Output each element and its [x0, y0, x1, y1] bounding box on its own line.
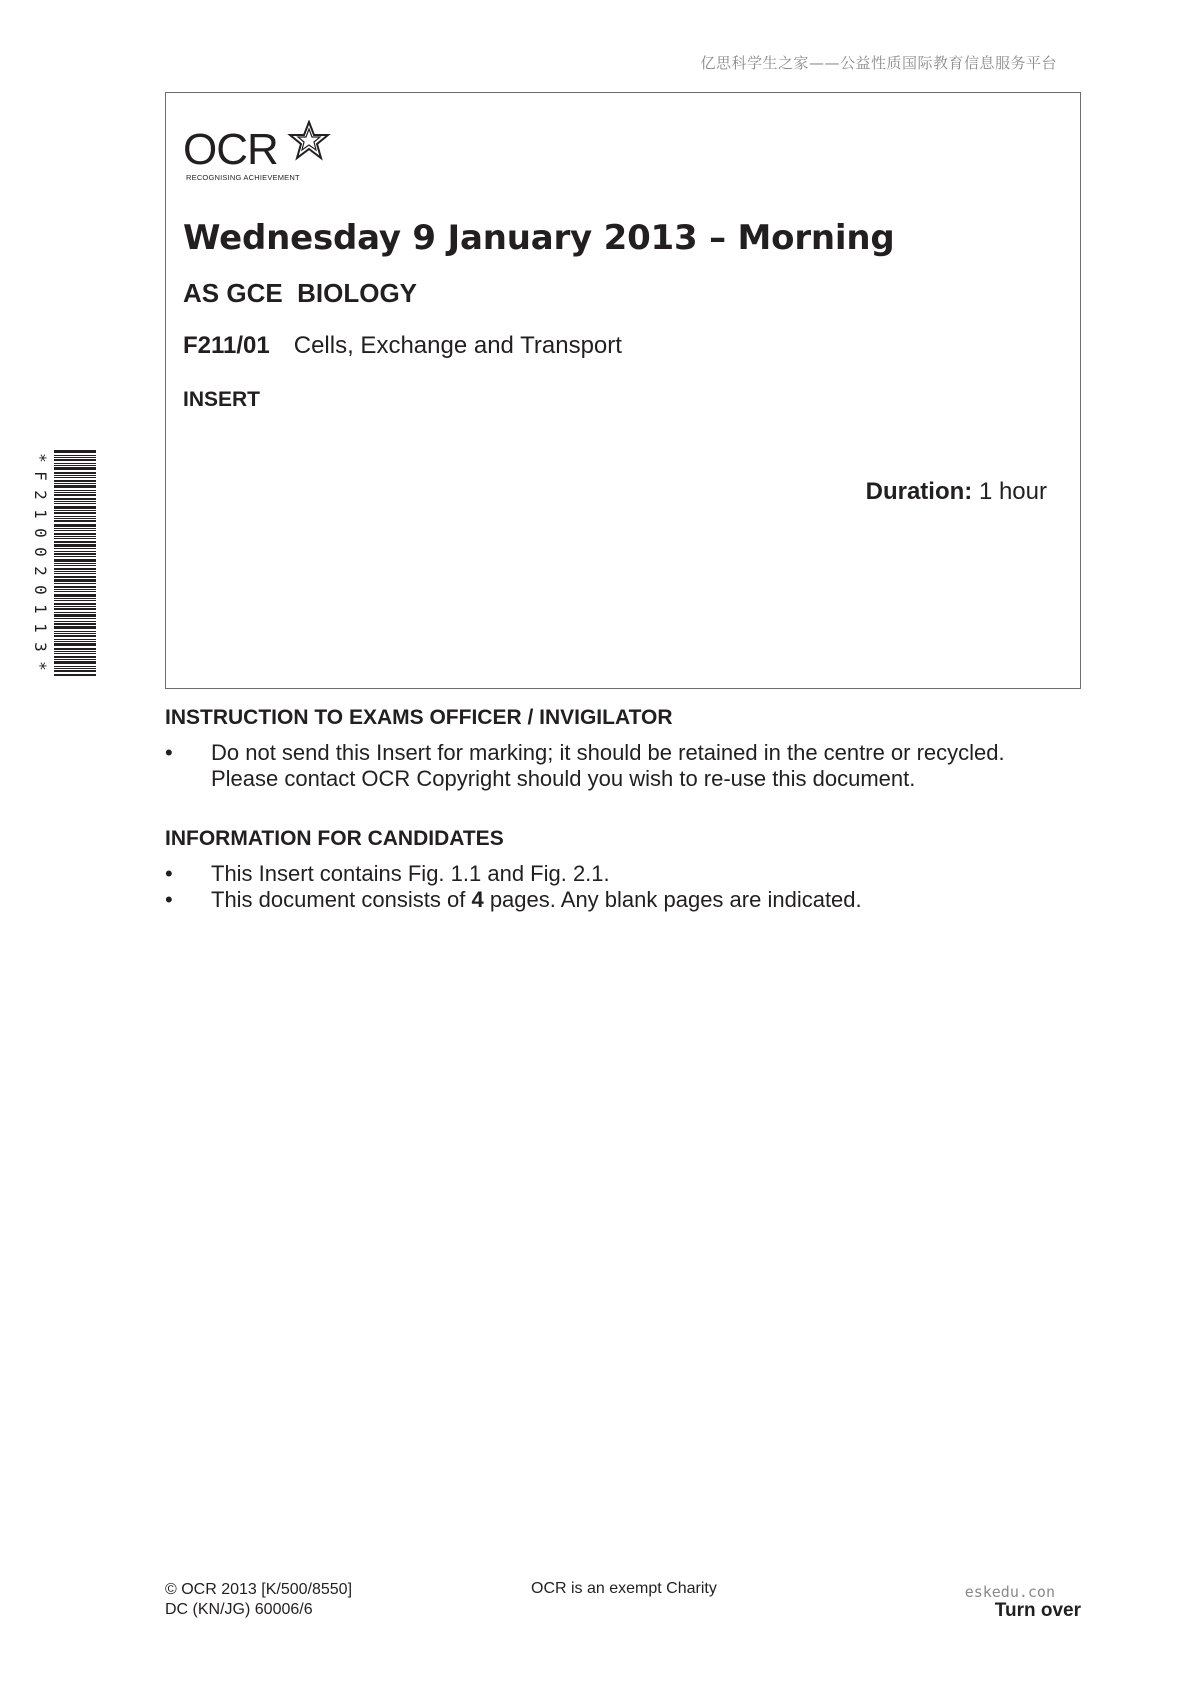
- barcode-bar: [54, 623, 96, 625]
- insert-label: INSERT: [183, 388, 261, 411]
- list-item: • Do not send this Insert for marking; it should be retained in the centre or recycled. Please contact OCR Copyright should you wish to re-use this document.: [165, 740, 1081, 792]
- unit-line: [183, 332, 622, 360]
- barcode-bar: [54, 510, 96, 511]
- barcode-bar: [54, 614, 96, 617]
- candidate-barcode: [28, 450, 100, 678]
- barcode-bar: [54, 608, 96, 610]
- barcode-bar: [54, 589, 96, 590]
- barcode-bar: [54, 472, 96, 474]
- barcode-bar: [54, 648, 96, 650]
- barcode-bar: [54, 579, 96, 582]
- barcode-bar: [54, 528, 96, 529]
- barcode-bar: [54, 670, 96, 672]
- barcode-bar: [54, 583, 96, 584]
- list-item: • This Insert contains Fig. 1.1 and Fig. 2.1.: [165, 861, 1081, 887]
- barcode-bar: [54, 633, 96, 634]
- barcode-bar: [54, 455, 96, 456]
- ocr-logo: [183, 118, 353, 188]
- barcode-bar: [54, 485, 96, 488]
- barcode-bar: [54, 576, 96, 578]
- barcode-bar: [54, 463, 96, 464]
- barcode-bar: [54, 653, 96, 654]
- barcode-bar: [54, 674, 96, 676]
- charity-text: OCR is an exempt Charity: [531, 1580, 717, 1597]
- barcode-bar: [54, 459, 96, 461]
- item-text: This document consists of: [211, 887, 472, 912]
- information-heading: INFORMATION FOR CANDIDATES: [165, 827, 504, 850]
- barcode-digits: [28, 450, 52, 678]
- page-count: 4: [471, 887, 484, 912]
- barcode-bar: [54, 490, 96, 491]
- barcode-bar: [54, 626, 96, 629]
- barcode-bar: [54, 551, 96, 552]
- watermark-header: 亿思科学生之家——公益性质国际教育信息服务平台: [700, 54, 1057, 72]
- barcode-char: 1: [31, 623, 50, 633]
- barcode-bar: [54, 536, 96, 537]
- barcode-bar: [54, 518, 96, 519]
- barcode-bar: [54, 643, 96, 646]
- barcode-bar: [54, 559, 96, 562]
- barcode-bar: [54, 520, 96, 522]
- footer-reference: [165, 1580, 352, 1620]
- turn-over-label: Turn over: [994, 1600, 1081, 1621]
- barcode-char: 1: [31, 604, 50, 614]
- barcode-bar: [54, 661, 96, 664]
- barcode-bar: [54, 586, 96, 588]
- barcode-bar: [54, 475, 96, 476]
- barcode-bar: [54, 565, 96, 566]
- star-logo-icon: [287, 120, 335, 164]
- barcode-char: F: [31, 471, 50, 481]
- barcode-bar: [54, 512, 96, 514]
- barcode-bar: [54, 639, 96, 640]
- barcode-bar: [54, 548, 96, 549]
- barcode-bar: [54, 618, 96, 619]
- barcode-bar: [54, 457, 96, 458]
- barcode-char: *: [31, 661, 50, 671]
- barcode-bar: [54, 483, 96, 484]
- barcode-char: 1: [31, 509, 50, 519]
- watermark-footer: eskedu.con: [964, 1583, 1055, 1601]
- barcode-bar: [54, 506, 96, 509]
- document-ref: DC (KN/JG) 60006/6: [165, 1601, 313, 1618]
- barcode-char: 2: [31, 490, 50, 500]
- barcode-char: *: [31, 453, 50, 463]
- barcode-bar: [54, 544, 96, 547]
- barcode-bar: [54, 606, 96, 607]
- barcode-bar: [54, 556, 96, 557]
- barcode-bar: [54, 477, 96, 478]
- barcode-bar: [54, 666, 96, 667]
- barcode-bar: [54, 541, 96, 543]
- barcode-bar: [54, 600, 96, 601]
- unit-code: F211/01: [183, 332, 270, 359]
- barcode-bar: [54, 533, 96, 535]
- barcode-bar: [54, 573, 96, 574]
- barcode-bar: [54, 498, 96, 500]
- barcode-char: 0: [31, 547, 50, 557]
- barcode-bar: [54, 656, 96, 658]
- exam-date-title: Wednesday 9 January 2013 – Morning: [183, 218, 895, 258]
- barcode-bar: [54, 598, 96, 599]
- copyright-text: © OCR 2013 [K/500/8550]: [165, 1581, 353, 1598]
- barcode-bar: [54, 621, 96, 622]
- barcode-char: 3: [31, 642, 50, 652]
- barcode-bar: [54, 603, 96, 605]
- barcode-bar: [54, 501, 96, 502]
- cover-box: [165, 92, 1081, 689]
- logo-wordmark: OCR: [183, 125, 278, 174]
- barcode-bar: [54, 612, 96, 613]
- barcode-bar: [54, 465, 96, 466]
- barcode-bar: [54, 503, 96, 504]
- barcode-char: 0: [31, 528, 50, 538]
- instructions-list: [165, 740, 1081, 792]
- barcode-bar: [54, 494, 96, 496]
- duration-label: Duration:: [865, 478, 973, 505]
- barcode-bar: [54, 659, 96, 660]
- barcode-bars: [54, 450, 96, 678]
- barcode-char: 2: [31, 566, 50, 576]
- barcode-bar: [54, 563, 96, 564]
- barcode-bar: [54, 591, 96, 592]
- barcode-bar: [54, 571, 96, 572]
- barcode-bar: [54, 492, 96, 493]
- qualification-title: AS GCE BIOLOGY: [183, 278, 418, 308]
- barcode-bar: [54, 635, 96, 637]
- barcode-bar: [54, 553, 96, 555]
- barcode-bar: [54, 467, 96, 470]
- barcode-bar: [54, 524, 96, 527]
- unit-title: Cells, Exchange and Transport: [293, 332, 622, 359]
- logo-tagline: RECOGNISING ACHIEVEMENT: [186, 173, 300, 182]
- information-list: [165, 861, 1081, 913]
- barcode-bar: [54, 480, 96, 482]
- duration-value: 1 hour: [978, 478, 1047, 505]
- list-item: [165, 887, 1081, 913]
- barcode-bar: [54, 651, 96, 652]
- item-text: pages. Any blank pages are indicated.: [483, 887, 862, 912]
- barcode-bar: [54, 641, 96, 642]
- barcode-bar: [54, 668, 96, 669]
- barcode-bar: [54, 450, 96, 453]
- barcode-bar: [54, 631, 96, 632]
- barcode-bar: [54, 530, 96, 531]
- barcode-bar: [54, 594, 96, 597]
- barcode-bar: [54, 568, 96, 570]
- duration: [866, 478, 1047, 506]
- barcode-char: 0: [31, 585, 50, 595]
- barcode-bar: [54, 538, 96, 539]
- barcode-bar: [54, 516, 96, 517]
- instructions-heading: INSTRUCTION TO EXAMS OFFICER / INVIGILATOR: [165, 706, 673, 729]
